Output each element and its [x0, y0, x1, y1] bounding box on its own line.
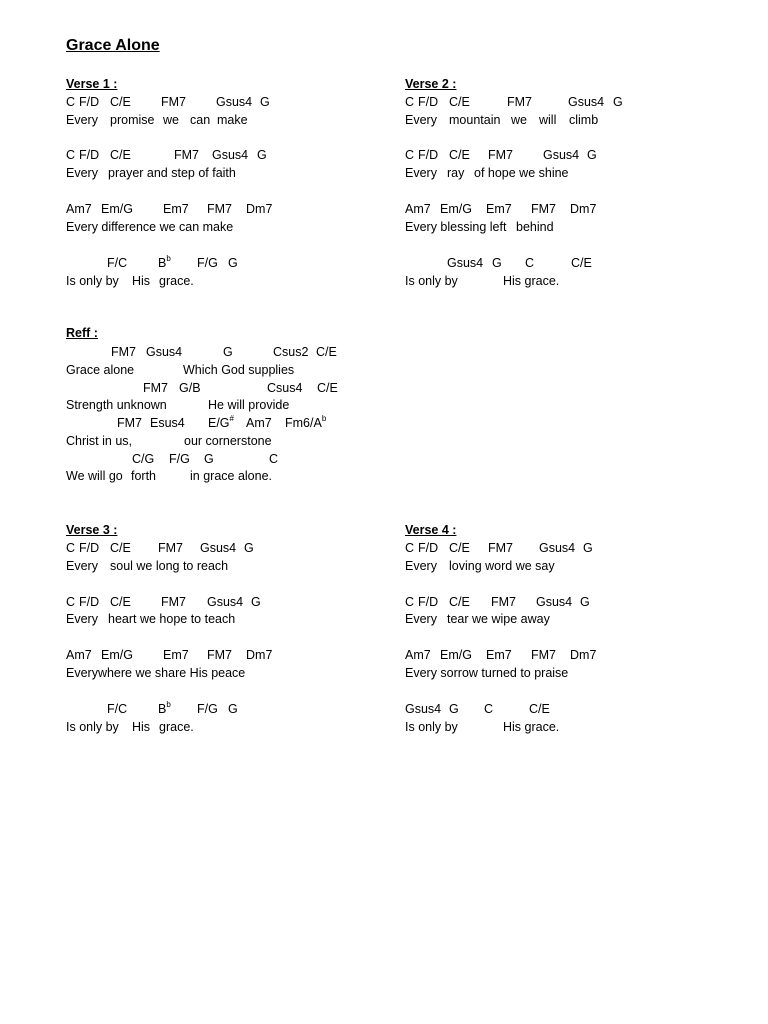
- chord-line: [66, 94, 270, 110]
- chord-line: [66, 451, 279, 467]
- chord: C/E: [571, 256, 592, 270]
- lyric: can: [190, 113, 211, 127]
- chord: FM7: [531, 648, 556, 662]
- lyric: Every: [66, 612, 98, 626]
- chord: C/E: [110, 541, 131, 555]
- chord: F/C: [107, 702, 128, 716]
- lyric-line: [405, 719, 560, 735]
- lyric: tear we wipe away: [447, 612, 550, 626]
- lyric: He will provide: [208, 398, 290, 412]
- lyric: of hope we shine: [474, 166, 569, 180]
- chord-line: [66, 201, 273, 217]
- flat-sign: b: [166, 699, 171, 709]
- lyric: behind: [516, 220, 554, 234]
- lyric: Christ in us,: [66, 434, 132, 448]
- chord: F/D: [79, 541, 100, 555]
- chord: G: [583, 541, 593, 555]
- lyric-line: [66, 468, 273, 484]
- chord: G: [223, 345, 233, 359]
- chord: Esus4: [150, 416, 185, 430]
- chord: FM7: [207, 648, 232, 662]
- lyric: Strength unknown: [66, 398, 167, 412]
- chord: Am7: [66, 648, 92, 662]
- chord-line: [405, 255, 592, 271]
- chord: FM7: [531, 202, 556, 216]
- chord: FM7: [491, 595, 516, 609]
- chord: Gsus4: [568, 95, 605, 109]
- lyric: His grace.: [503, 274, 560, 288]
- chord-line: [405, 94, 623, 110]
- lyric: Is only by: [66, 274, 119, 288]
- chord: FM7: [161, 95, 186, 109]
- chord-line: [405, 201, 597, 217]
- verse-2-heading: Verse 2 :: [405, 77, 457, 91]
- chord: G: [204, 452, 214, 466]
- lyric: His: [132, 274, 151, 288]
- chord: Dm7: [570, 648, 597, 662]
- lyric: His: [132, 720, 151, 734]
- lyric: Every blessing left: [405, 220, 507, 234]
- chord-line: [405, 594, 590, 610]
- lyric: Every sorrow turned to praise: [405, 666, 569, 680]
- chord: G: [257, 148, 267, 162]
- chord: Dm7: [246, 648, 273, 662]
- chord-line: [66, 253, 238, 271]
- chord: Gsus4: [536, 595, 573, 609]
- chord: F/D: [79, 148, 100, 162]
- lyric: promise: [110, 113, 155, 127]
- chord: C: [484, 702, 494, 716]
- chord: F/D: [79, 95, 100, 109]
- chord: Em7: [163, 202, 189, 216]
- lyric-line: [66, 433, 272, 449]
- sharp-sign: #: [229, 413, 234, 423]
- lyric: Is only by: [66, 720, 119, 734]
- chord: [208, 415, 234, 431]
- chord: FM7: [111, 345, 136, 359]
- reff-heading: Reff :: [66, 326, 98, 340]
- chord: F/D: [79, 595, 100, 609]
- chord: Dm7: [246, 202, 273, 216]
- chord-line: [66, 147, 267, 163]
- chord: Gsus4: [539, 541, 576, 555]
- chord: F/G: [197, 256, 218, 270]
- chord: C: [66, 95, 76, 109]
- chord: C/E: [449, 95, 470, 109]
- chord-root: Fm6/A: [285, 416, 322, 430]
- chord: Csus4: [267, 381, 303, 395]
- lyric: Is only by: [405, 720, 458, 734]
- chord: Gsus4: [405, 702, 442, 716]
- chord: C/E: [529, 702, 550, 716]
- chord: Em/G: [440, 202, 472, 216]
- chord-line: [66, 344, 337, 360]
- chord: C/E: [449, 148, 470, 162]
- lyric: our cornerstone: [184, 434, 272, 448]
- chord-line: [66, 699, 238, 717]
- lyric-line: [66, 112, 248, 128]
- chord: Csus2: [273, 345, 309, 359]
- chord: C: [405, 541, 415, 555]
- verse-1-heading: Verse 1 :: [66, 77, 118, 91]
- chord: F/G: [169, 452, 190, 466]
- lyric-line: [66, 165, 236, 181]
- lyric-line: [66, 397, 290, 413]
- lyric: make: [217, 113, 248, 127]
- chord-line: [405, 147, 597, 163]
- chord: Em7: [163, 648, 189, 662]
- lyric: Every: [405, 166, 437, 180]
- chord: [158, 255, 171, 271]
- chord-line: [405, 647, 597, 663]
- chord: FM7: [117, 416, 142, 430]
- chord-line: [66, 594, 261, 610]
- flat-sign: b: [321, 413, 327, 423]
- chord: C/E: [449, 541, 470, 555]
- lyric: we: [163, 113, 179, 127]
- chord-root: E/G: [208, 416, 230, 430]
- chord: G: [228, 256, 238, 270]
- chord: Dm7: [570, 202, 597, 216]
- chord: C/E: [110, 95, 131, 109]
- chord: Gsus4: [207, 595, 244, 609]
- lyric: His grace.: [503, 720, 560, 734]
- chord: C: [66, 595, 76, 609]
- chord: C: [66, 541, 76, 555]
- chord-line: [66, 380, 338, 396]
- chord: G: [260, 95, 270, 109]
- chord: Gsus4: [216, 95, 253, 109]
- lyric-line: [405, 273, 560, 289]
- chord: G: [244, 541, 254, 555]
- lyric: heart we hope to teach: [108, 612, 236, 626]
- chord: FM7: [488, 148, 513, 162]
- chord: G: [228, 702, 238, 716]
- lyric-line: [405, 611, 550, 627]
- chord: FM7: [207, 202, 232, 216]
- lyric: Every difference we can make: [66, 220, 234, 234]
- chord: C: [269, 452, 279, 466]
- chord: Gsus4: [212, 148, 249, 162]
- chord: F/D: [418, 148, 439, 162]
- chord: C: [405, 595, 415, 609]
- chord: C: [405, 95, 415, 109]
- chord: Am7: [405, 202, 431, 216]
- chord-line: [405, 540, 593, 556]
- chord: FM7: [488, 541, 513, 555]
- lyric-line: [405, 112, 599, 128]
- chord: F/D: [418, 541, 439, 555]
- chord: C/E: [449, 595, 470, 609]
- chord: Gsus4: [447, 256, 484, 270]
- chord: G: [613, 95, 623, 109]
- lyric: Every: [66, 559, 98, 573]
- lyric: loving word we say: [449, 559, 555, 573]
- chord: Am7: [66, 202, 92, 216]
- chord: Em7: [486, 648, 512, 662]
- chord: F/D: [418, 95, 439, 109]
- chord: F/D: [418, 595, 439, 609]
- lyric-line: [405, 665, 569, 681]
- lyric: prayer and step of faith: [108, 166, 236, 180]
- lyric: Every: [66, 166, 98, 180]
- chord: FM7: [143, 381, 168, 395]
- chord-root: B: [158, 702, 167, 716]
- chord: C/E: [317, 381, 338, 395]
- lyric: Every: [66, 113, 98, 127]
- lyric: soul we long to reach: [110, 559, 229, 573]
- lyric-line: [66, 273, 194, 289]
- chord: Gsus4: [543, 148, 580, 162]
- lyric-line: [66, 611, 236, 627]
- chord: FM7: [158, 541, 183, 555]
- flat-sign: b: [166, 253, 171, 263]
- lyric: Everywhere we share His peace: [66, 666, 246, 680]
- chord: F/C: [107, 256, 128, 270]
- chord: Am7: [246, 416, 272, 430]
- chord: Em/G: [440, 648, 472, 662]
- verse-4-heading: Verse 4 :: [405, 523, 457, 537]
- chord: FM7: [507, 95, 532, 109]
- lyric: mountain: [449, 113, 501, 127]
- chord: C: [66, 148, 76, 162]
- chord: C/E: [110, 148, 131, 162]
- lyric: grace.: [159, 274, 194, 288]
- chord: Em7: [486, 202, 512, 216]
- lyric: Grace alone: [66, 363, 135, 377]
- lyric: will: [539, 113, 557, 127]
- verse-3-heading: Verse 3 :: [66, 523, 118, 537]
- chord: F/G: [197, 702, 218, 716]
- chord: C/E: [316, 345, 337, 359]
- lyric-line: [405, 558, 555, 574]
- chord-line: [66, 413, 327, 431]
- chord: [285, 415, 326, 431]
- lyric: climb: [569, 113, 599, 127]
- chord-line: [66, 540, 254, 556]
- lyric-line: [66, 665, 246, 681]
- chord: Gsus4: [146, 345, 183, 359]
- chord: Am7: [405, 648, 431, 662]
- lyric: Is only by: [405, 274, 458, 288]
- chord: G: [587, 148, 597, 162]
- chord: FM7: [161, 595, 186, 609]
- lyric: forth: [131, 469, 157, 483]
- lyric: ray: [447, 166, 465, 180]
- lyric-line: [66, 362, 295, 378]
- lyric: Every: [405, 113, 437, 127]
- chord: G: [251, 595, 261, 609]
- chord-root: B: [158, 256, 167, 270]
- lyric-line: [66, 719, 194, 735]
- lyric-line: [405, 219, 554, 235]
- chord: C: [405, 148, 415, 162]
- chord-line: [66, 647, 273, 663]
- lyric: Which God supplies: [183, 363, 295, 377]
- chord: C: [525, 256, 535, 270]
- chord: Em/G: [101, 202, 133, 216]
- lyric: Every: [405, 559, 437, 573]
- chord: Gsus4: [200, 541, 237, 555]
- chord: G: [492, 256, 502, 270]
- chord: [158, 701, 171, 717]
- chord: Em/G: [101, 648, 133, 662]
- song-title: Grace Alone: [66, 37, 160, 54]
- lyric: we: [511, 113, 527, 127]
- chord: G: [449, 702, 459, 716]
- lyric-line: [66, 219, 234, 235]
- lyric: in grace alone.: [190, 469, 273, 483]
- lyric-line: [66, 558, 229, 574]
- chord: G/B: [179, 381, 201, 395]
- chord-line: [405, 701, 550, 717]
- chord: G: [580, 595, 590, 609]
- lyric: grace.: [159, 720, 194, 734]
- lyric-line: [405, 165, 569, 181]
- chord: C/E: [110, 595, 131, 609]
- lyric: Every: [405, 612, 437, 626]
- chord: C/G: [132, 452, 155, 466]
- chord: FM7: [174, 148, 199, 162]
- lyric: We will go: [66, 469, 123, 483]
